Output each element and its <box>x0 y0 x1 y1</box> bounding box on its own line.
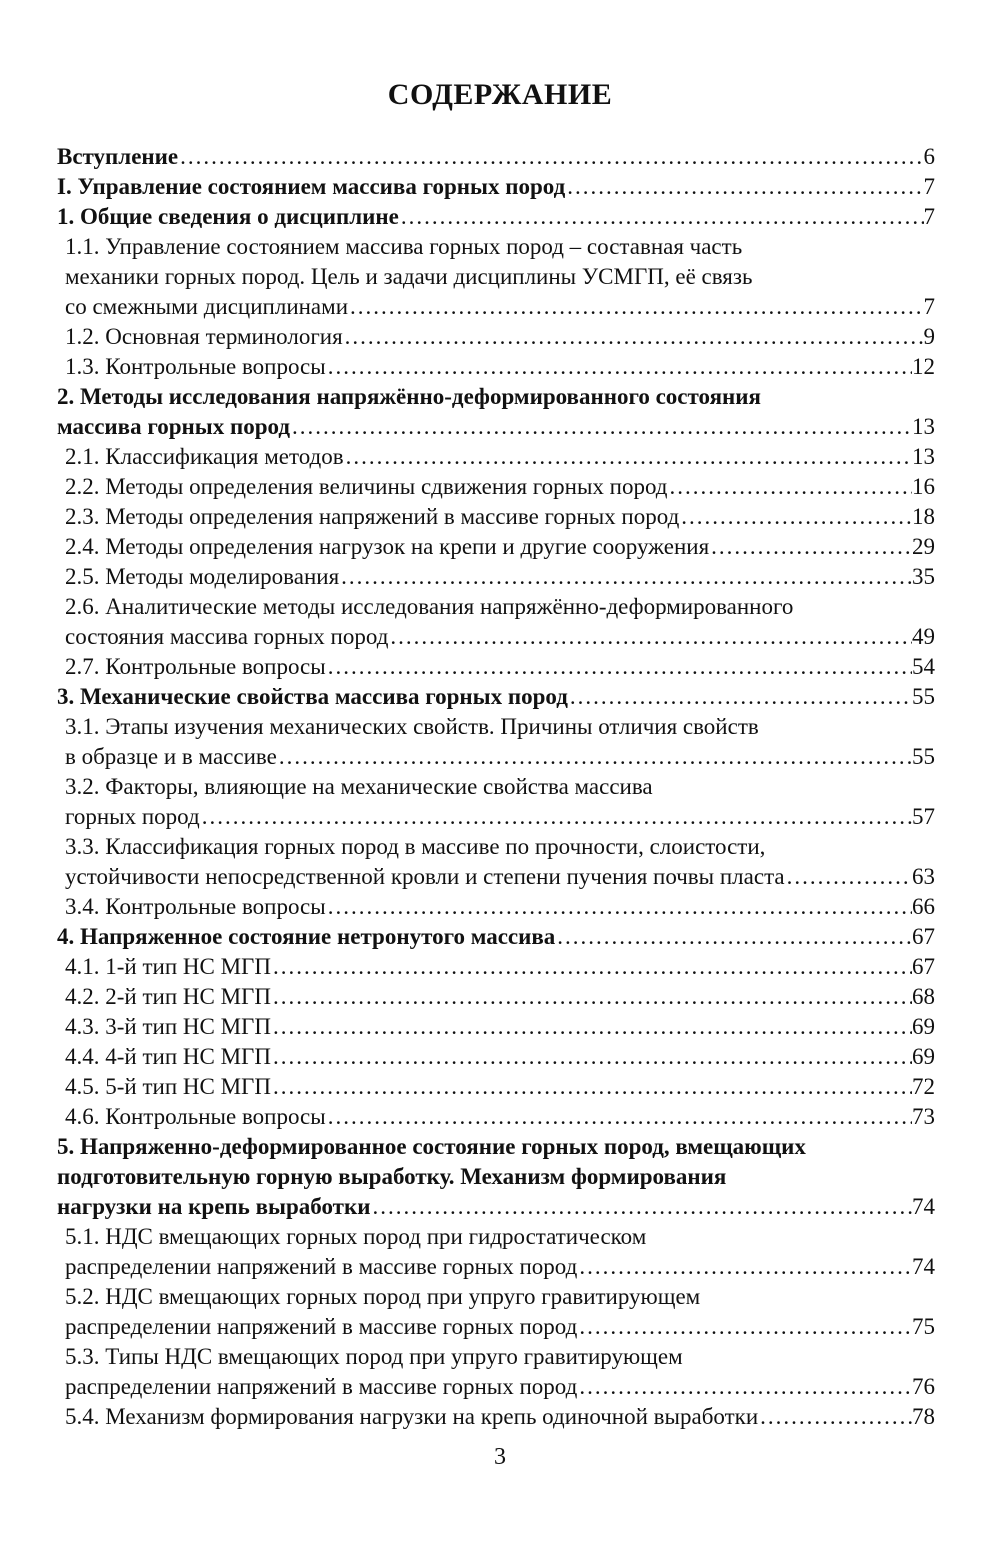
toc-entry-title-line: в образце и в массиве <box>65 744 277 769</box>
toc-entry-title-line: 4. Напряженное состояние нетронутого массива <box>57 924 556 949</box>
toc-entry-row <box>65 892 935 922</box>
toc-entry[interactable] <box>57 1342 935 1402</box>
toc-page-number: 76 <box>912 1374 935 1399</box>
toc-entry-title-line: 4.6. Контрольные вопросы <box>65 1104 326 1129</box>
toc-entry[interactable] <box>57 892 935 922</box>
toc-entry-row <box>57 202 935 232</box>
toc-page-number: 72 <box>912 1074 935 1099</box>
toc-entry-row <box>57 172 935 202</box>
toc-entry-title-line: Вступление <box>57 144 179 169</box>
dot-leader <box>290 412 912 442</box>
dot-leader <box>326 352 912 382</box>
toc-entry-title-line: 2. Методы исследования напряжённо-деформированного состояния <box>57 384 761 409</box>
toc-entry[interactable] <box>57 142 935 172</box>
toc-entry-row <box>57 682 935 712</box>
toc-entry[interactable] <box>57 1042 935 1072</box>
toc-page-number: 12 <box>912 354 935 379</box>
toc-entry-row <box>65 1372 935 1402</box>
toc-page-number: 54 <box>912 654 935 679</box>
dot-leader <box>348 292 923 322</box>
toc-page-number: 6 <box>923 144 935 169</box>
dot-leader <box>339 562 912 592</box>
toc-page-number: 68 <box>912 984 935 1009</box>
toc-entry[interactable] <box>57 1402 935 1432</box>
dot-leader <box>577 1372 912 1402</box>
toc-page-number: 73 <box>912 1104 935 1129</box>
toc-page-number: 29 <box>912 534 935 559</box>
toc-page-number: 69 <box>912 1014 935 1039</box>
toc-entry[interactable] <box>57 472 935 502</box>
dot-leader <box>271 1072 912 1102</box>
toc-entry[interactable] <box>57 322 935 352</box>
toc-entry-row <box>65 1402 935 1432</box>
toc-entry-row <box>65 802 935 832</box>
toc-entry[interactable] <box>57 952 935 982</box>
toc-entry-title-line: со смежными дисциплинами <box>65 294 349 319</box>
toc-entry-row <box>65 982 935 1012</box>
dot-leader <box>178 142 923 172</box>
toc-entry-row <box>65 1012 935 1042</box>
dot-leader <box>200 802 912 832</box>
toc-entry-title-line: 3.4. Контрольные вопросы <box>65 894 326 919</box>
toc-entry-title-line: распределении напряжений в массиве горных пород <box>65 1314 578 1339</box>
toc-entry-title-line: 3.1. Этапы изучения механических свойств. Причины отличия свойств <box>65 714 759 739</box>
dot-leader <box>344 442 912 472</box>
toc-entry[interactable] <box>57 712 935 772</box>
toc-entry-row <box>65 1042 935 1072</box>
toc-entry-title-line: 2.2. Методы определения величины сдвижения горных пород <box>65 474 668 499</box>
toc-entry-title-line: 2.4. Методы определения нагрузок на крепи и другие сооружения <box>65 534 710 559</box>
dot-leader <box>568 682 912 712</box>
dot-leader <box>388 622 912 652</box>
toc-entry-title-line: 4.3. 3-й тип НС МГП <box>65 1014 271 1039</box>
toc-page-number: 78 <box>912 1404 935 1429</box>
toc-entry-title-line: 3. Механические свойства массива горных пород <box>57 684 568 709</box>
toc-entry-title-line: распределении напряжений в массиве горных пород <box>65 1254 578 1279</box>
toc-entry-row <box>65 622 935 652</box>
toc-page-number: 7 <box>923 294 935 319</box>
dot-leader <box>326 1102 912 1132</box>
toc-entry-row <box>65 562 935 592</box>
toc-entry-row <box>57 142 935 172</box>
toc-entry-title-line: 2.3. Методы определения напряжений в массиве горных пород <box>65 504 680 529</box>
dot-leader <box>555 922 912 952</box>
dot-leader <box>271 1042 912 1072</box>
dot-leader <box>343 322 924 352</box>
toc-entry[interactable] <box>57 352 935 382</box>
toc-entry[interactable] <box>57 1132 935 1222</box>
toc-entry[interactable] <box>57 232 935 322</box>
toc-entry[interactable] <box>57 832 935 892</box>
toc-entry-title-line: распределении напряжений в массиве горных пород <box>65 1374 578 1399</box>
toc-page-number: 18 <box>912 504 935 529</box>
toc-entry-title-line: устойчивости непосредственной кровли и степени пучения почвы пласта <box>65 864 785 889</box>
toc-entry[interactable] <box>57 532 935 562</box>
toc-page-number: 67 <box>912 954 935 979</box>
toc-entry-title-line: 5.2. НДС вмещающих горных пород при упруго гравитирующем <box>65 1284 701 1309</box>
toc-page-number: 66 <box>912 894 935 919</box>
toc-entry[interactable] <box>57 652 935 682</box>
toc-entry[interactable] <box>57 922 935 952</box>
toc-entry-title-line: подготовительную горную выработку. Механизм формирования <box>57 1164 727 1189</box>
toc-entry[interactable] <box>57 172 935 202</box>
toc-entry-title-line: 3.3. Классификация горных пород в массиве по прочности, слоистости, <box>65 834 766 859</box>
toc-page-number: 55 <box>912 684 935 709</box>
dot-leader <box>271 982 912 1012</box>
toc-entry[interactable] <box>57 442 935 472</box>
toc-entry-title-line: 4.4. 4-й тип НС МГП <box>65 1044 271 1069</box>
toc-entry-row <box>65 1102 935 1132</box>
toc-entry-title-line: горных пород <box>65 804 200 829</box>
toc-entry-row <box>65 442 935 472</box>
dot-leader <box>709 532 912 562</box>
dot-leader <box>785 862 912 892</box>
toc-entry-title-line: 4.5. 5-й тип НС МГП <box>65 1074 271 1099</box>
toc-entry-title-line: 1.1. Управление состоянием массива горных пород – составная часть <box>65 234 743 259</box>
toc-entry[interactable] <box>57 772 935 832</box>
toc-entry[interactable] <box>57 1102 935 1132</box>
toc-entry-title-line: 4.2. 2-й тип НС МГП <box>65 984 271 1009</box>
toc-page-number: 75 <box>912 1314 935 1339</box>
toc-entry[interactable] <box>57 562 935 592</box>
dot-leader <box>577 1252 912 1282</box>
toc-entry-title-line: 1.2. Основная терминология <box>65 324 343 349</box>
toc-entry-title-line: 2.5. Методы моделирования <box>65 564 340 589</box>
toc-entry-row <box>65 472 935 502</box>
toc-entry-row <box>65 1312 935 1342</box>
toc-page-number: 74 <box>912 1254 935 1279</box>
toc-entry-title-line: нагрузки на крепь выработки <box>57 1194 371 1219</box>
dot-leader <box>326 892 912 922</box>
toc-page-number: 63 <box>912 864 935 889</box>
toc-entry-title-line: 1. Общие сведения о дисциплине <box>57 204 399 229</box>
toc-entry-title-line: 4.1. 1-й тип НС МГП <box>65 954 271 979</box>
toc-entry-title-line: 2.6. Аналитические методы исследования напряжённо-деформированного <box>65 594 794 619</box>
toc-entry[interactable] <box>57 382 935 442</box>
toc-entry-title-line: 2.1. Классификация методов <box>65 444 344 469</box>
page-number: 3 <box>494 1444 506 1470</box>
toc-entry[interactable] <box>57 982 935 1012</box>
dot-leader <box>271 1012 912 1042</box>
dot-leader <box>271 952 912 982</box>
toc-entry-row <box>65 952 935 982</box>
toc-page-number: 13 <box>912 444 935 469</box>
dot-leader <box>679 502 912 532</box>
toc-entry-row <box>65 352 935 382</box>
toc-entry-title-line: 2.7. Контрольные вопросы <box>65 654 326 679</box>
toc-entry-row <box>65 652 935 682</box>
toc-page-number: 57 <box>912 804 935 829</box>
toc-entry-row <box>65 532 935 562</box>
dot-leader <box>577 1312 912 1342</box>
dot-leader <box>370 1192 912 1222</box>
toc-entry[interactable] <box>57 502 935 532</box>
toc-entry-title-line: 5.4. Механизм формирования нагрузки на крепь одиночной выработки <box>65 1404 759 1429</box>
toc-entry-row <box>65 862 935 892</box>
dot-leader <box>565 172 923 202</box>
dot-leader <box>326 652 912 682</box>
toc-page-number: 7 <box>923 174 935 199</box>
toc-entry-title-line: 3.2. Факторы, влияющие на механические свойства массива <box>65 774 653 799</box>
page-title: СОДЕРЖАНИЕ <box>387 78 613 111</box>
toc-entry[interactable] <box>57 1222 935 1282</box>
toc-page-number: 16 <box>912 474 935 499</box>
toc-entry-title-line: 5.1. НДС вмещающих горных пород при гидростатическом <box>65 1224 647 1249</box>
dot-leader <box>399 202 924 232</box>
dot-leader <box>758 1402 912 1432</box>
toc-entry-title-line: 1.3. Контрольные вопросы <box>65 354 326 379</box>
toc-page-number: 74 <box>912 1194 935 1219</box>
toc-page-number: 35 <box>912 564 935 589</box>
dot-leader <box>277 742 912 772</box>
toc-entry-row <box>65 1072 935 1102</box>
toc-entry[interactable] <box>57 1072 935 1102</box>
table-of-contents <box>57 142 935 1432</box>
toc-entry-title-line: I. Управление состоянием массива горных пород <box>57 174 566 199</box>
toc-page-number: 7 <box>923 204 935 229</box>
toc-page-number: 49 <box>912 624 935 649</box>
toc-page-number: 13 <box>912 414 935 439</box>
toc-entry-row <box>65 742 935 772</box>
toc-entry-title-line: массива горных пород <box>57 414 290 439</box>
toc-page-number: 55 <box>912 744 935 769</box>
toc-entry[interactable] <box>57 592 935 652</box>
toc-entry[interactable] <box>57 1012 935 1042</box>
toc-entry[interactable] <box>57 682 935 712</box>
toc-page-number: 67 <box>912 924 935 949</box>
toc-entry-title-line: 5.3. Типы НДС вмещающих пород при упруго гравитирующем <box>65 1344 683 1369</box>
toc-entry[interactable] <box>57 1282 935 1342</box>
toc-entry[interactable] <box>57 202 935 232</box>
toc-entry-title-line: состояния массива горных пород <box>65 624 389 649</box>
toc-page-number: 69 <box>912 1044 935 1069</box>
toc-entry-row <box>57 412 935 442</box>
toc-entry-row <box>65 292 935 322</box>
toc-entry-row <box>57 922 935 952</box>
toc-entry-title-line: механики горных пород. Цель и задачи дисциплины УСМГП, её связь <box>65 264 753 289</box>
toc-entry-row <box>65 322 935 352</box>
dot-leader <box>668 472 912 502</box>
toc-entry-row <box>57 1192 935 1222</box>
toc-page-number: 9 <box>923 324 935 349</box>
toc-entry-row <box>65 1252 935 1282</box>
toc-entry-row <box>65 502 935 532</box>
toc-entry-title-line: 5. Напряженно-деформированное состояние горных пород, вмещающих <box>57 1134 806 1159</box>
